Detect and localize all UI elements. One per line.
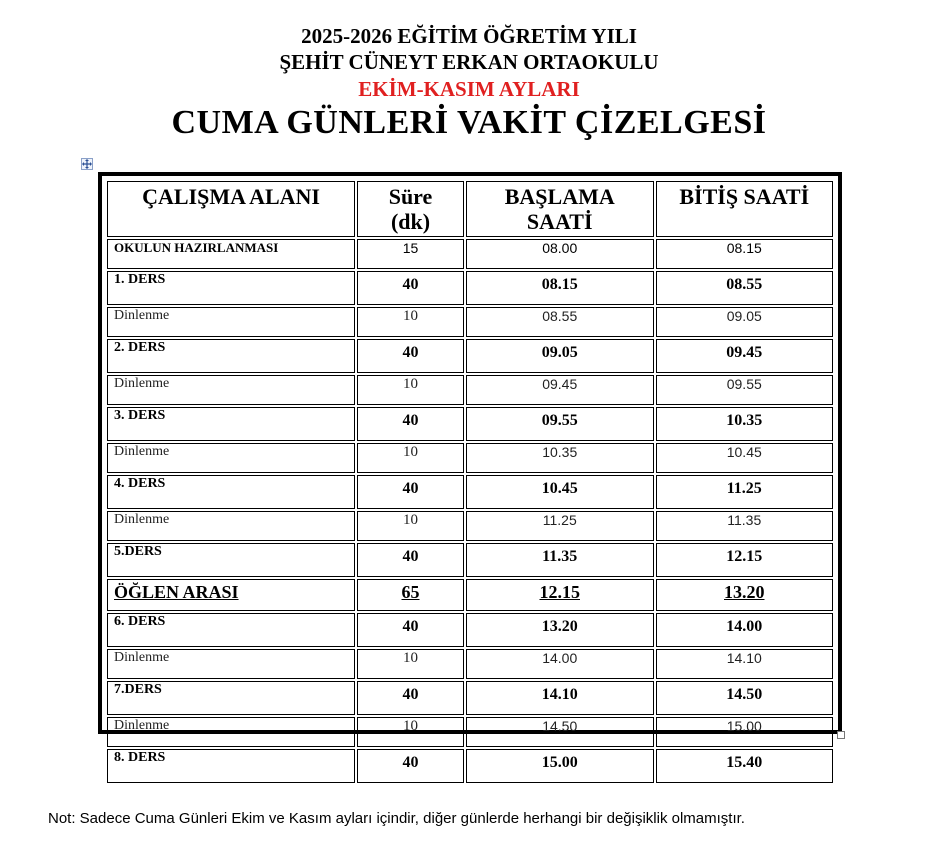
table-row xyxy=(107,239,833,269)
row-start: 11.35 xyxy=(466,543,654,577)
table-resize-handle[interactable] xyxy=(837,731,845,739)
footer-note: Not: Sadece Cuma Günleri Ekim ve Kasım ayları içindir, diğer günlerde herhangi bir değişiklik olmamıştır. xyxy=(48,810,745,827)
row-end: 14.10 xyxy=(656,649,833,679)
row-start: 14.10 xyxy=(466,681,654,715)
row-duration: 10 xyxy=(357,649,464,679)
row-end: 15.00 xyxy=(656,717,833,747)
row-end: 13.20 xyxy=(656,579,833,611)
row-start: 11.25 xyxy=(466,511,654,541)
row-end: 11.35 xyxy=(656,511,833,541)
column-header-duration-line1: Süre xyxy=(388,184,433,209)
row-end: 10.45 xyxy=(656,443,833,473)
table-row xyxy=(107,613,833,647)
months-heading: EKİM-KASIM AYLARI xyxy=(358,77,580,101)
table-row xyxy=(107,375,833,405)
table-row xyxy=(107,681,833,715)
row-duration: 10 xyxy=(357,443,464,473)
page-title: CUMA GÜNLERİ VAKİT ÇİZELGESİ xyxy=(171,104,767,141)
row-activity: 8. DERS xyxy=(107,749,355,783)
row-start: 08.00 xyxy=(466,239,654,269)
table-row-lunch xyxy=(107,579,833,611)
academic-year-heading: 2025-2026 EĞİTİM ÖĞRETİM YILI xyxy=(301,24,637,48)
school-name-heading: ŞEHİT CÜNEYT ERKAN ORTAOKULU xyxy=(279,50,659,74)
row-activity: 6. DERS xyxy=(107,613,355,647)
row-duration: 40 xyxy=(357,613,464,647)
row-end: 14.00 xyxy=(656,613,833,647)
row-start: 09.05 xyxy=(466,339,654,373)
row-start: 12.15 xyxy=(466,579,654,611)
table-row xyxy=(107,749,833,783)
row-activity: Dinlenme xyxy=(107,511,355,541)
table-row xyxy=(107,649,833,679)
row-end: 08.15 xyxy=(656,239,833,269)
table-row xyxy=(107,511,833,541)
row-duration: 10 xyxy=(357,307,464,337)
column-header-work-area: ÇALIŞMA ALANI xyxy=(107,181,355,237)
row-activity: 1. DERS xyxy=(107,271,355,305)
table-row xyxy=(107,271,833,305)
row-duration: 15 xyxy=(357,239,464,269)
table-row xyxy=(107,475,833,509)
column-header-duration-line2: (dk) xyxy=(390,209,431,234)
row-duration: 40 xyxy=(357,407,464,441)
row-end: 08.55 xyxy=(656,271,833,305)
row-duration: 10 xyxy=(357,717,464,747)
row-activity: 7.DERS xyxy=(107,681,355,715)
row-duration: 10 xyxy=(357,375,464,405)
row-end: 11.25 xyxy=(656,475,833,509)
column-header-end-time: BİTİŞ SAATİ xyxy=(656,181,833,237)
row-activity: Dinlenme xyxy=(107,307,355,337)
row-duration: 40 xyxy=(357,271,464,305)
row-start: 08.15 xyxy=(466,271,654,305)
row-start: 14.00 xyxy=(466,649,654,679)
row-duration: 40 xyxy=(357,543,464,577)
table-row xyxy=(107,443,833,473)
row-end: 12.15 xyxy=(656,543,833,577)
column-header-start-line2: SAATİ xyxy=(526,209,593,234)
row-duration: 10 xyxy=(357,511,464,541)
table-row xyxy=(107,307,833,337)
row-duration: 40 xyxy=(357,749,464,783)
row-end: 14.50 xyxy=(656,681,833,715)
row-end: 09.55 xyxy=(656,375,833,405)
table-move-handle-icon[interactable] xyxy=(81,158,93,170)
row-end: 09.45 xyxy=(656,339,833,373)
row-activity: Dinlenme xyxy=(107,649,355,679)
row-start: 09.55 xyxy=(466,407,654,441)
row-start: 09.45 xyxy=(466,375,654,405)
row-activity: 3. DERS xyxy=(107,407,355,441)
table-row xyxy=(107,407,833,441)
row-activity: Dinlenme xyxy=(107,443,355,473)
row-start: 14.50 xyxy=(466,717,654,747)
row-start: 15.00 xyxy=(466,749,654,783)
row-start: 10.45 xyxy=(466,475,654,509)
row-start: 13.20 xyxy=(466,613,654,647)
row-activity: 5.DERS xyxy=(107,543,355,577)
row-duration: 65 xyxy=(357,579,464,611)
table-row xyxy=(107,717,833,747)
column-header-start-line1: BAŞLAMA xyxy=(504,184,615,209)
row-duration: 40 xyxy=(357,339,464,373)
row-end: 10.35 xyxy=(656,407,833,441)
row-start: 08.55 xyxy=(466,307,654,337)
row-duration: 40 xyxy=(357,681,464,715)
row-end: 15.40 xyxy=(656,749,833,783)
row-end: 09.05 xyxy=(656,307,833,337)
row-activity: 4. DERS xyxy=(107,475,355,509)
schedule-table xyxy=(105,179,835,785)
row-activity: ÖĞLEN ARASI xyxy=(107,579,355,611)
table-row xyxy=(107,339,833,373)
table-row xyxy=(107,543,833,577)
row-activity: 2. DERS xyxy=(107,339,355,373)
row-start: 10.35 xyxy=(466,443,654,473)
row-duration: 40 xyxy=(357,475,464,509)
row-activity: Dinlenme xyxy=(107,375,355,405)
row-activity: OKULUN HAZIRLANMASI xyxy=(107,239,355,269)
schedule-table-frame xyxy=(98,172,842,771)
column-header-duration xyxy=(357,181,464,237)
column-header-start-time xyxy=(466,181,654,237)
row-activity: Dinlenme xyxy=(107,717,355,747)
